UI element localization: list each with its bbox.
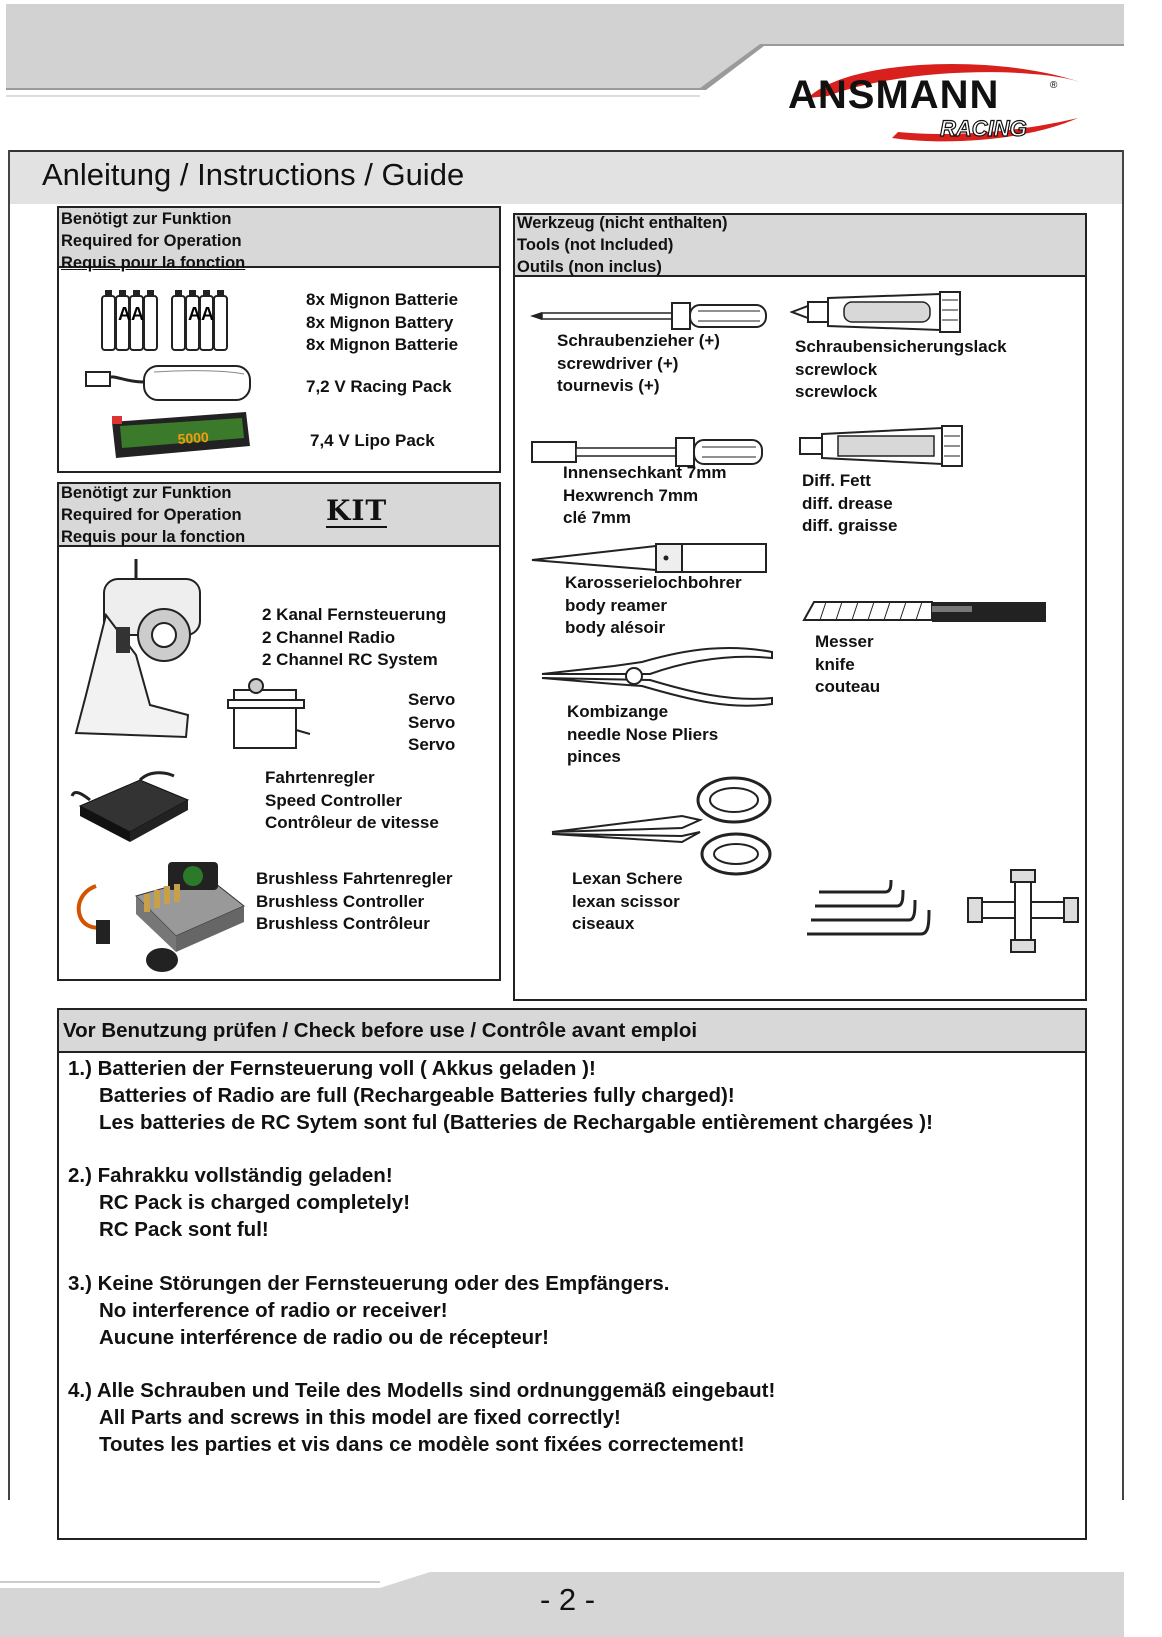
ansmann-racing-logo <box>788 60 1088 146</box>
allen-keys-image <box>805 874 935 946</box>
diff-grease-tube-image <box>798 424 966 468</box>
cross-wrench-image <box>966 868 1080 954</box>
knife-label: Messer knife couteau <box>815 632 881 696</box>
screwlock-label: Schraubensicherungslack screwlock screwlock <box>795 337 1007 401</box>
svg-text:5000: 5000 <box>177 428 210 447</box>
tools-header: Werkzeug (nicht enthalten) Tools (not Included) Outils (non inclus) <box>517 214 728 276</box>
servo-label: Servo Servo Servo <box>408 690 456 754</box>
speed-controller-label: Fahrtenregler Speed Controller Contrôleur de vitesse <box>265 768 439 832</box>
check-item-3: 3.) Keine Störungen der Fernsteuerung oder des Empfängers. No interference of radio or receiver! Aucune interférence de radio ou de récepteur! <box>68 1272 670 1349</box>
required-kit-header: Benötigt zur Funktion Required for Operation Requis pour la fonction <box>61 484 246 546</box>
body-reamer-label: Karosserielochbohrer body reamer body alésoir <box>565 573 742 637</box>
lipo-pack-label: 7,4 V Lipo Pack <box>310 431 435 450</box>
scissors-label: Lexan Schere lexan scissor ciseaux <box>572 869 683 933</box>
brushless-controller-image <box>66 856 246 976</box>
aa-batteries-image <box>100 288 240 354</box>
scissors-image <box>550 776 776 876</box>
svg-text:AA: AA <box>118 304 144 324</box>
page-frame-left <box>8 150 10 1500</box>
svg-text:RACING: RACING <box>940 116 1027 141</box>
diff-grease-label: Diff. Fett diff. drease diff. graisse <box>802 471 898 535</box>
racing-pack-label: 7,2 V Racing Pack <box>306 377 452 396</box>
speed-controller-image <box>70 770 194 846</box>
body-reamer-image <box>530 540 770 576</box>
svg-text:®: ® <box>1050 80 1058 91</box>
battery-label: 8x Mignon Batterie 8x Mignon Battery 8x Mignon Batterie <box>306 290 459 354</box>
servo-image <box>226 674 312 756</box>
page-frame-right <box>1122 150 1124 1500</box>
racing-pack-image <box>84 360 254 406</box>
hexwrench-label: Innensechkant 7mm Hexwrench 7mm clé 7mm <box>563 463 727 527</box>
brushless-label: Brushless Fahrtenregler Brushless Controller Brushless Contrôleur <box>256 869 453 933</box>
svg-text:AA: AA <box>188 304 214 324</box>
page-number: - 2 - <box>540 1582 596 1617</box>
check-item-4: 4.) Alle Schrauben und Teile des Modells sind ordnunggemäß eingebaut! All Parts and screws in this model are fixed correctly! Toutes les parties et vis dans ce modèle sont fixées correctement! <box>68 1379 776 1456</box>
check-item-1: 1.) Batterien der Fernsteuerung voll ( Akkus geladen )! Batteries of Radio are full (Rechargeable Batteries fully charged)! Les batteries de RC Sytem sont ful (Batteries de Rechargable entièrement chargées )! <box>68 1057 933 1134</box>
svg-text:ANSMANN: ANSMANN <box>788 73 1000 117</box>
kit-label: KIT <box>326 494 388 527</box>
required-header: Benötigt zur Funktion Required for Operation Requis pour la fonction <box>61 210 246 272</box>
screwlock-tube-image <box>790 290 964 334</box>
lipo-pack-image <box>106 408 252 468</box>
check-item-2: 2.) Fahrakku vollständig geladen! RC Pack is charged completely! RC Pack sont ful! <box>68 1164 411 1241</box>
radio-label: 2 Kanal Fernsteuerung 2 Channel Radio 2 Channel RC System <box>262 605 447 669</box>
radio-transmitter-image <box>66 555 206 743</box>
pliers-label: Kombizange needle Nose Pliers pinces <box>567 702 719 766</box>
knife-image <box>802 594 1050 628</box>
check-title: Vor Benutzung prüfen / Check before use / Contrôle avant emploi <box>63 1019 698 1042</box>
page-title: Anleitung / Instructions / Guide <box>42 157 465 192</box>
screwdriver-image <box>528 299 770 333</box>
screwdriver-label: Schraubenzieher (+) screwdriver (+) tournevis (+) <box>557 331 720 395</box>
